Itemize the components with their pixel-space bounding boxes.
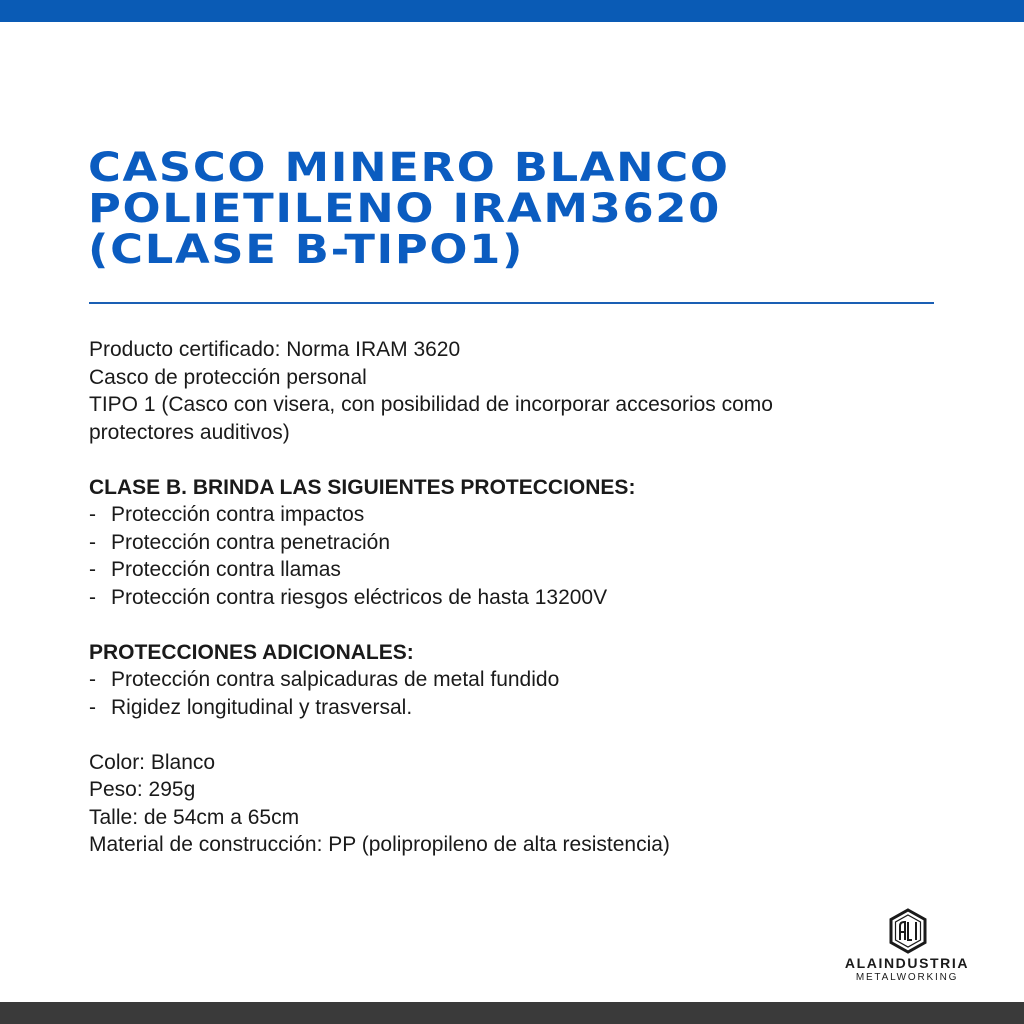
spacer <box>89 446 949 474</box>
bullet-dash: - <box>89 503 96 526</box>
bullet-dash: - <box>89 695 96 719</box>
intro-type: Casco de protección personal <box>89 365 367 389</box>
spec-color: Color: Blanco <box>89 750 216 774</box>
spec-size: Talle: de 54cm a 65cm <box>89 805 300 829</box>
list-item <box>89 556 949 584</box>
bottom-accent-bar <box>0 1002 1024 1024</box>
section-additional-heading: PROTECCIONES ADICIONALES: <box>89 640 414 664</box>
spec-weight: Peso: 295g <box>89 778 196 801</box>
bullet-dash: - <box>89 668 96 691</box>
list-item-text: Rigidez longitudinal y trasversal. <box>111 695 413 719</box>
intro-tipo-continued: protectores auditivos) <box>89 420 290 444</box>
bullet-dash: - <box>89 530 96 554</box>
list-item-text: Protección contra salpicaduras de metal fundido <box>111 668 560 691</box>
bullet-dash: - <box>89 558 96 581</box>
brand-name: ALAINDUSTRIA <box>844 955 970 971</box>
list-item-text: Protección contra impactos <box>111 503 365 526</box>
list-item <box>89 694 949 722</box>
list-item-text: Protección contra riesgos eléctricos de hasta 13200V <box>111 585 608 609</box>
list-item <box>89 529 949 557</box>
title-divider <box>89 302 934 304</box>
list-item-text: Protección contra penetración <box>111 530 390 554</box>
product-title-line-3: (CLASE B-TIPO1) <box>88 227 525 273</box>
list-item <box>89 501 949 529</box>
product-description <box>89 336 949 859</box>
section-clase-b-heading: CLASE B. BRINDA LAS SIGUIENTES PROTECCIONES: <box>89 475 636 499</box>
spacer <box>89 721 949 749</box>
list-item <box>89 584 949 612</box>
product-title <box>88 145 1024 273</box>
intro-certification: Producto certificado: Norma IRAM 3620 <box>89 338 461 361</box>
bullet-dash: - <box>89 585 96 609</box>
hexagon-ali-logo-icon <box>888 908 928 954</box>
list-item-text: Protección contra llamas <box>111 558 341 581</box>
list-item <box>89 666 949 694</box>
product-title-line-1: CASCO MINERO BLANCO <box>88 145 730 191</box>
brand-subtitle: METALWORKING <box>855 972 959 983</box>
intro-tipo: TIPO 1 (Casco con visera, con posibilidad de incorporar accesorios como <box>89 393 773 416</box>
spec-material: Material de construcción: PP (polipropileno de alta resistencia) <box>89 833 670 856</box>
spacer <box>89 611 949 639</box>
brand-logo <box>822 908 992 986</box>
top-accent-bar <box>0 0 1024 22</box>
product-title-line-2: POLIETILENO IRAM3620 <box>88 186 722 232</box>
